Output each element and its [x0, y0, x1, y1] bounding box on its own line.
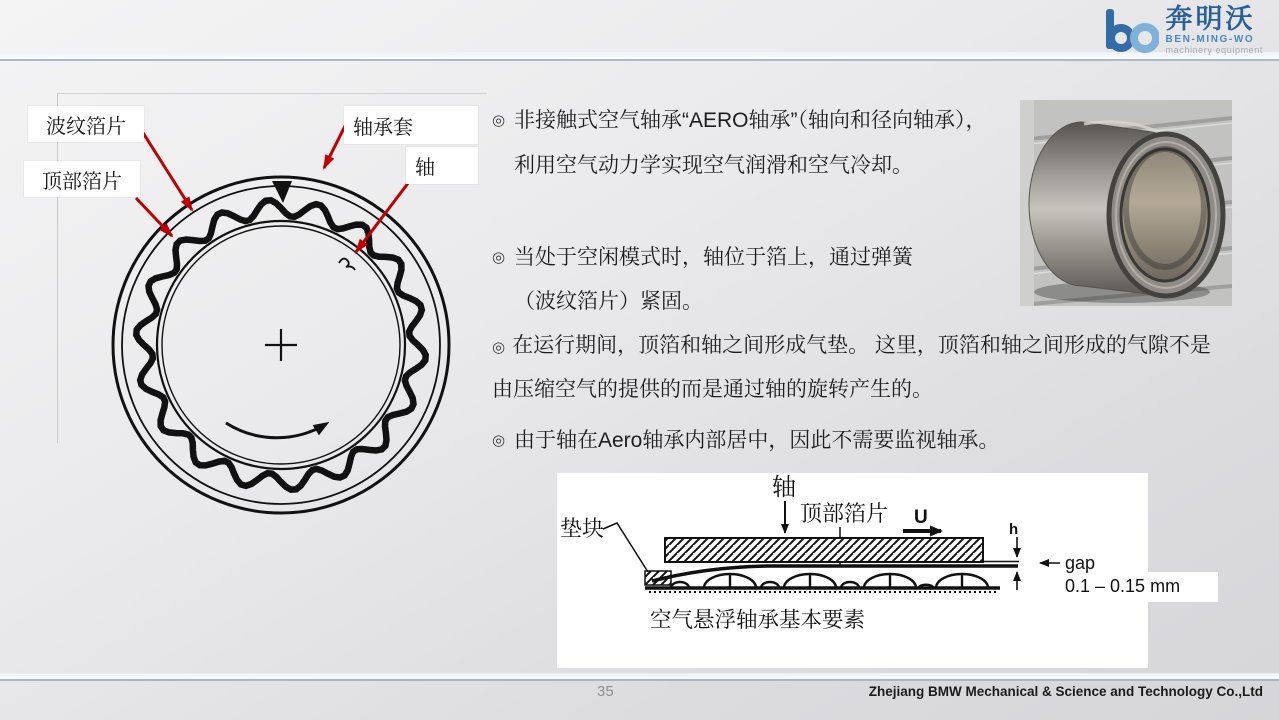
foil-top-foil-label: 顶部箔片 — [800, 501, 889, 526]
bullet-idle-mode — [492, 236, 954, 324]
company-logo — [1103, 6, 1263, 55]
bullet-marker: ◎ — [492, 112, 506, 129]
film-height-label: h — [1009, 521, 1019, 538]
bullet-no-monitoring — [492, 420, 1212, 462]
label-bearing-sleeve: 轴承套 — [344, 106, 478, 144]
bullet-text: 由于轴在Aero轴承内部居中，因此不需要监视轴承。 — [514, 429, 1000, 452]
bullet-text: 当处于空闲模式时，轴位于箔上，通过弹簧（波纹箔片）紧固。 — [514, 246, 913, 313]
logo-name-cn: 奔明沃 — [1165, 4, 1256, 34]
bearing-cross-section-diagram — [0, 0, 500, 660]
footer-divider — [0, 673, 1279, 681]
bullet-marker: ◎ — [492, 339, 506, 356]
label-shaft: 轴 — [406, 147, 478, 184]
pad-label: 垫块 — [560, 516, 605, 541]
logo-tagline: machinery equipment — [1165, 45, 1263, 55]
foil-bearing-schematic — [557, 473, 1218, 668]
bump-foil-arrow — [140, 128, 192, 210]
page-number: 35 — [597, 683, 614, 700]
bullet-marker: ◎ — [492, 249, 506, 266]
schematic-caption: 空气悬浮轴承基本要素 — [650, 608, 866, 632]
shaft-bar — [665, 538, 983, 562]
label-top-foil: 顶部箔片 — [24, 161, 140, 197]
label-bump-foil: 波纹箔片 — [28, 106, 144, 142]
center-cross — [265, 329, 297, 361]
bearing-sleeve-photo — [1020, 100, 1232, 306]
top-foil-arrow — [136, 198, 172, 236]
bullet-text: 在运行期间，顶箔和轴之间形成气垫。 这里，顶箔和轴之间形成的气隙不是由压缩空气的提供的而是通过轴的旋转产生的。 — [492, 334, 1211, 401]
bullet-marker: ◎ — [492, 432, 506, 449]
gap-label: gap — [1065, 553, 1096, 573]
gap-value: 0.1 – 0.15 mm — [1065, 576, 1181, 596]
logo-name-en: BEN-MING-WO — [1165, 34, 1255, 45]
bullet-aero-bearing — [492, 98, 1004, 188]
bullet-text: 非接触式空气轴承“AERO轴承”（轴向和径向轴承），利用空气动力学实现空气润滑和空气冷却。 — [514, 109, 987, 177]
logo-bo-icon — [1103, 7, 1159, 55]
bullet-air-cushion — [492, 325, 1218, 411]
footer-company: Zhejiang BMW Mechanical & Science and Technology Co.,Ltd — [868, 684, 1263, 699]
shaft-pointer-squiggle — [339, 259, 355, 270]
foil-shaft-label: 轴 — [772, 474, 796, 501]
rotation-arrow — [226, 423, 326, 438]
velocity-label: U — [914, 507, 928, 528]
